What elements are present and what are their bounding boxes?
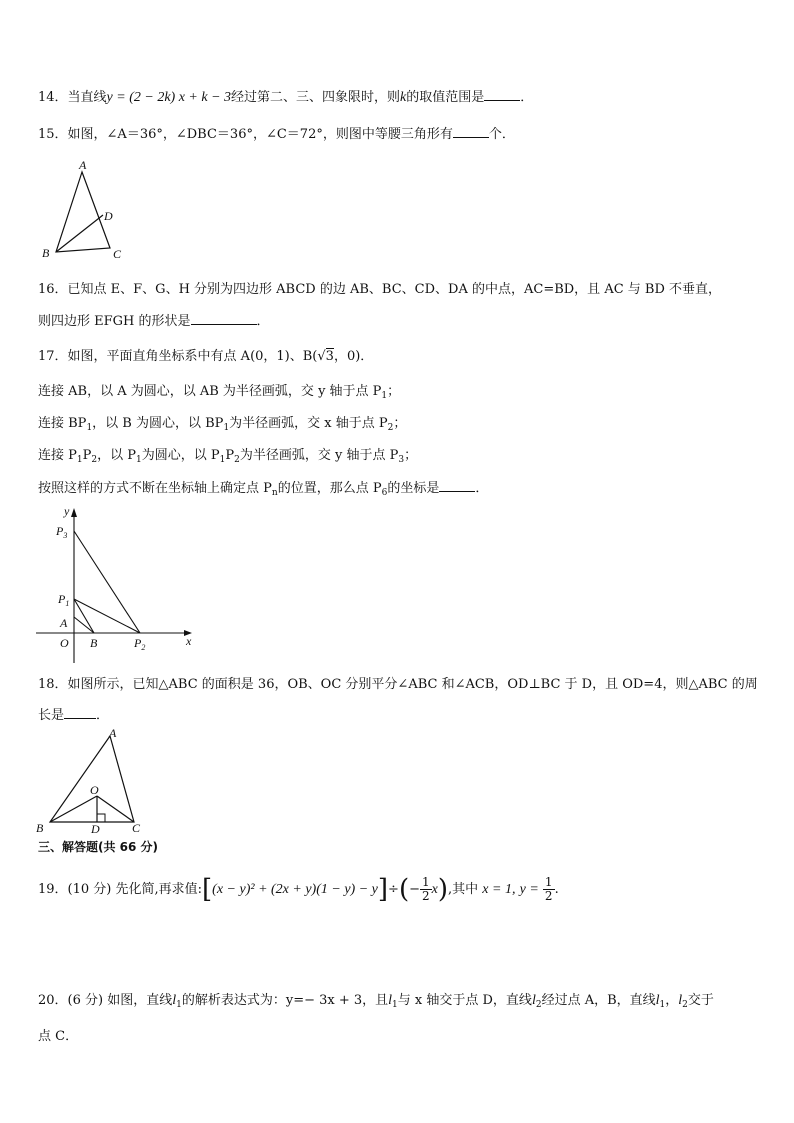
axis-label-y: y	[64, 505, 70, 518]
label-b: B	[42, 246, 50, 260]
answer-blank[interactable]	[453, 125, 489, 138]
answer-blank[interactable]	[439, 479, 475, 492]
coordinate-figure-q17	[36, 505, 198, 665]
section-heading: 三、解答题(共 66 分)	[38, 840, 159, 854]
label-d: D	[91, 822, 100, 836]
question-18-line1: 18．如图所示，已知△ABC 的面积是 36，OB、OC 分别平分∠ABC 和∠ACB，OD⊥BC 于 D，且 OD=4，则△ABC 的周	[38, 677, 758, 692]
label-a: A	[60, 616, 68, 630]
label-b: B	[36, 821, 44, 835]
triangle-figure-q18	[34, 726, 150, 838]
label-p1: $P_1$	[58, 592, 70, 608]
label-b: B	[90, 636, 98, 650]
question-17-line5: 按照这样的方式不断在坐标轴上确定点 $P_n$的位置，那么点 $P_6$的坐标是 ．	[38, 481, 489, 498]
label-p2: $P_2$	[134, 636, 146, 652]
label-a: A	[79, 158, 87, 172]
answer-blank[interactable]	[484, 88, 520, 101]
question-19: 19．(10 分) 先化简,再求值:[(x − y)² + (2x + y)(1 − y) − y]÷(− $\frac{1}{2}$ x),其中 x = 1, y = $\frac{1}{2}$ .	[38, 874, 559, 905]
label-c: C	[113, 247, 122, 261]
sqrt-symbol: √	[317, 349, 326, 364]
axis-label-x: x	[186, 634, 192, 648]
question-17-line1: 17．如图，平面直角坐标系中有点 A(0，1)、B(√3，0)．	[38, 349, 374, 364]
label-c: C	[132, 821, 141, 835]
fraction: $\frac{1}{2}$	[544, 875, 553, 903]
expression: (x − y)² + (2x + y)(1 − y) − y	[212, 882, 378, 897]
label-a: A	[109, 726, 117, 740]
question-20-line1: 20．(6 分) 如图，直线$l_1$的解析表达式为：y=− 3x + 3，且$l_1$与 x 轴交于点 D，直线$l_2$经过点 A，B，直线$l_1$，$l_2$交于	[38, 993, 714, 1010]
label-d: D	[104, 209, 113, 223]
triangle-figure-q15	[36, 158, 126, 262]
question-15: 15．如图，∠A＝36°，∠DBC＝36°，∠C＝72°，则图中等腰三角形有 个．	[38, 127, 515, 142]
label-o: O	[60, 636, 69, 650]
answer-blank[interactable]	[191, 312, 257, 325]
label-p3: $P_3$	[56, 524, 68, 540]
equation: y = (2 − 2k) x + k − 3	[106, 90, 232, 105]
label-o: O	[90, 783, 99, 797]
question-17-line4: 连接 $P_1P_2$，以 $P_1$为圆心，以 $P_1P_2$为半径画弧，交 y 轴于点 $P_3$；	[38, 448, 418, 465]
fraction: $\frac{1}{2}$	[422, 875, 430, 903]
question-14: 14．当直线y = (2 − 2k) x + k − 3经过第二、三、四象限时，则k的取值范围是 ．	[38, 90, 534, 105]
question-17-line2: 连接 AB，以 A 为圆心，以 AB 为半径画弧，交 y 轴于点 $P_1$；	[38, 384, 401, 401]
answer-blank[interactable]	[64, 706, 96, 719]
question-17-line3: 连接 $BP_1$，以 B 为圆心，以 $BP_1$为半径画弧，交 x 轴于点 $P_2$；	[38, 416, 407, 433]
question-20-line2: 点 C．	[38, 1029, 79, 1044]
question-16-line1: 16．已知点 E、F、G、H 分别为四边形 ABCD 的边 AB、BC、CD、DA 的中点，AC=BD，且 AC 与 BD 不垂直，	[38, 282, 722, 297]
question-18-line2: 长是 ．	[38, 708, 110, 723]
question-16-line2: 则四边形 EFGH 的形状是 ．	[38, 314, 270, 329]
